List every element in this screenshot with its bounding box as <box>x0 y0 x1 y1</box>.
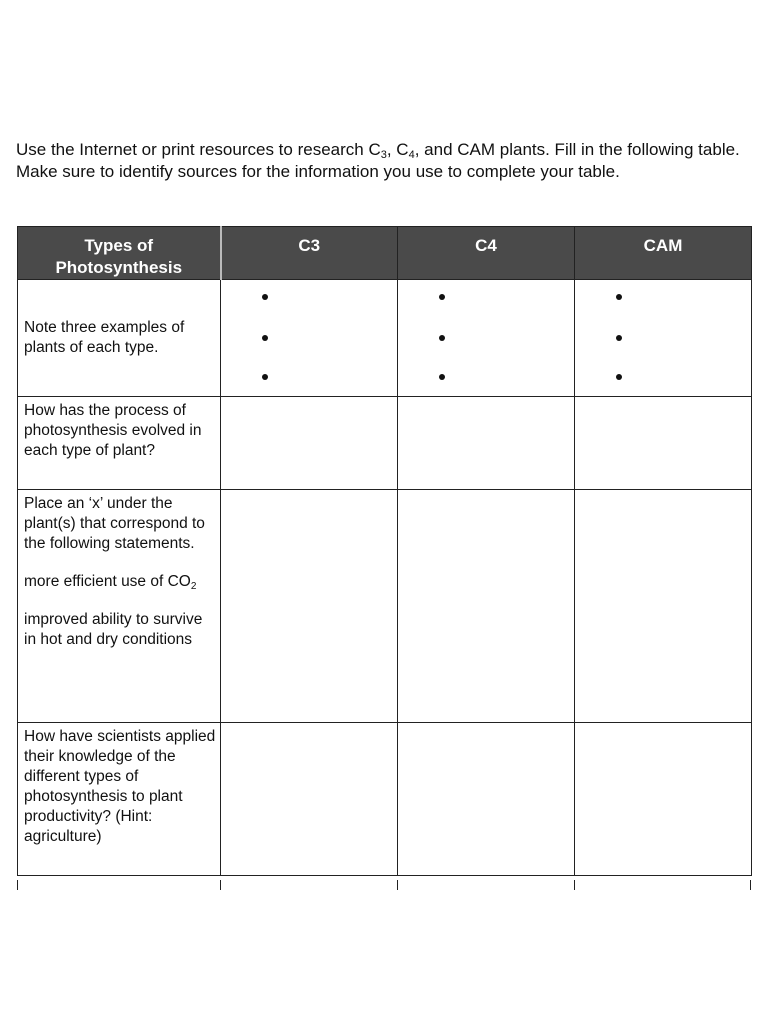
header-c4: C4 <box>398 227 575 280</box>
table-row-examples <box>18 280 752 397</box>
instructions-part2: , C <box>386 140 409 159</box>
instructions-part1: Use the Internet or print resources to research C <box>16 140 381 159</box>
bullet-marker <box>616 335 622 341</box>
photosynthesis-table <box>17 226 752 876</box>
bullet-marker <box>439 294 445 300</box>
statement1-subscript: 2 <box>190 581 197 592</box>
header-types-of-photosynthesis <box>18 227 221 280</box>
cell-cam-examples[interactable] <box>575 280 752 397</box>
instructions-subscript-3: 3 <box>380 149 387 161</box>
table-row-statements <box>18 490 752 723</box>
row-label-evolution <box>18 397 221 490</box>
cell-cam-evolution[interactable] <box>575 397 752 490</box>
row-label-applications <box>18 723 221 876</box>
cell-c4-examples[interactable] <box>398 280 575 397</box>
applications-text: How have scientists applied their knowledge of the different types of photosynthesis to plant productivity? (Hint: agriculture) <box>24 728 216 845</box>
statement1-text: more efficient use of CO <box>24 573 191 590</box>
instructions-part3: , and CAM plants. Fill in the following table. Make sure to identify sources for the information you use to complete your table. <box>16 140 740 181</box>
cell-c3-applications[interactable] <box>221 723 398 876</box>
table-row-evolution <box>18 397 752 490</box>
instructions-text <box>16 139 752 183</box>
examples-text: Note three examples of plants of each type. <box>24 319 185 356</box>
cell-c4-applications[interactable] <box>398 723 575 876</box>
cell-c3-evolution[interactable] <box>221 397 398 490</box>
bullet-marker <box>616 294 622 300</box>
bullet-marker <box>439 335 445 341</box>
evolution-text: How has the process of photosynthesis evolved in each type of plant? <box>24 402 202 459</box>
row-label-statements <box>18 490 221 723</box>
header-c3: C3 <box>221 227 398 280</box>
instructions-subscript-4: 4 <box>408 149 415 161</box>
cell-c4-evolution[interactable] <box>398 397 575 490</box>
cell-cam-applications[interactable] <box>575 723 752 876</box>
cell-cam-statements[interactable] <box>575 490 752 723</box>
cell-c4-statements[interactable] <box>398 490 575 723</box>
bullet-marker <box>439 374 445 380</box>
bullet-marker <box>262 335 268 341</box>
header-label-line2: Photosynthesis <box>55 258 183 277</box>
header-cam: CAM <box>575 227 752 280</box>
table-header-row <box>18 227 752 280</box>
bullet-marker <box>616 374 622 380</box>
bullet-marker <box>262 294 268 300</box>
cell-c3-examples[interactable] <box>221 280 398 397</box>
statement-hot-dry: improved ability to survive in hot and dry conditions <box>24 611 203 648</box>
cell-c3-statements[interactable] <box>221 490 398 723</box>
statement-efficient-co2 <box>24 572 216 592</box>
row-label-examples <box>18 280 221 397</box>
bullet-marker <box>262 374 268 380</box>
table-continuation-lines <box>17 880 751 890</box>
statements-intro-text: Place an ‘x’ under the plant(s) that correspond to the following statements. <box>24 495 205 552</box>
table-row-applications <box>18 723 752 876</box>
header-label-line1: Types of <box>84 236 154 255</box>
